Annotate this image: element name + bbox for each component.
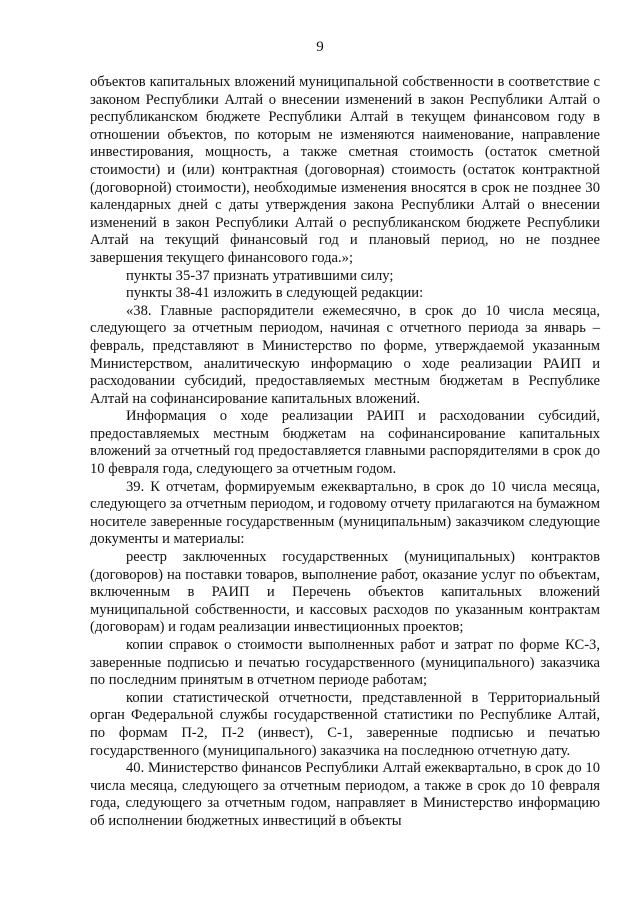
paragraph: реестр заключенных государственных (муниципальных) контрактов (договоров) на поставки товаров, выполнение работ, оказание услуг по объектам, включенным в РАИП и Перечень объектов капитальных вложений муниципальной собственности, и кассовых расходов по указанным контрактам (договорам) и годам реализации инвестиционных проектов; <box>90 549 600 636</box>
paragraph: объектов капитальных вложений муниципальной собственности в соответствие с законом Республики Алтай о внесении изменений в закон Республики Алтай о республиканском бюджете Республики Алтай в текущем финансовом году в отношении объектов, по которым не изменяются наименование, направление инвестирования, мощность, а также сметная стоимость (остаток сметной стоимости) и (или) контрактная (договорная) стоимость (остаток контрактной (договорной) стоимости), необходимые изменения вносятся в срок не позднее 30 календарных дней с даты утверждения закона Республики Алтай о внесении изменений в закон Республики Алтай о республиканском бюджете Республики Алтай на текущий финансовый год и плановый период, но не позднее завершения текущего финансового года.»; <box>90 74 600 266</box>
paragraph: Информация о ходе реализации РАИП и расходовании субсидий, предоставляемых местным бюджетам на софинансирование капитальных вложений за отчетный год предоставляется главными распорядителями в срок до 10 февраля года, следующего за отчетным годом. <box>90 408 600 478</box>
document-body <box>90 74 600 831</box>
paragraph: пункты 38-41 изложить в следующей редакции: <box>126 285 424 302</box>
paragraph: пункты 35-37 признать утратившими силу; <box>126 267 394 284</box>
paragraph: копии справок о стоимости выполненных работ и затрат по форме КС-3, заверенные подписью и печатью государственного (муниципального) заказчика по последним принятым в отчетном периоде работам; <box>90 637 600 689</box>
paragraph: копии статистической отчетности, представленной в Территориальный орган Федеральной службы государственной статистики по Республике Алтай, по формам П-2, П-2 (инвест), С-1, заверенные подписью и печатью государственного (муниципального) заказчика на последнюю отчетную дату. <box>90 689 600 759</box>
paragraph: 39. К отчетам, формируемым ежеквартально, в срок до 10 числа месяца, следующего за отчетным периодом, и годовому отчету прилагаются на бумажном носителе заверенные государственным (муниципальным) заказчиком следующие документы и материалы: <box>90 478 600 548</box>
paragraph: 40. Министерство финансов Республики Алтай ежеквартально, в срок до 10 числа месяца, следующего за отчетным периодом, а также в срок до 10 февраля года, следующего за отчетным годом, направляет в Министерство информацию об исполнении бюджетных инвестиций в объекты <box>90 760 600 829</box>
page-number: 9 <box>316 39 324 55</box>
paragraph: «38. Главные распорядители ежемесячно, в срок до 10 числа месяца, следующего за отчетным периодом, начиная с отчетного периода за январь – февраль, представляют в Министерство по форме, утверждаемой указанным Министерством, аналитическую информацию о ходе реализации РАИП и расходовании субсидий, предоставляемых местным бюджетам в Республике Алтай на софинансирование капитальных вложений. <box>90 302 600 407</box>
